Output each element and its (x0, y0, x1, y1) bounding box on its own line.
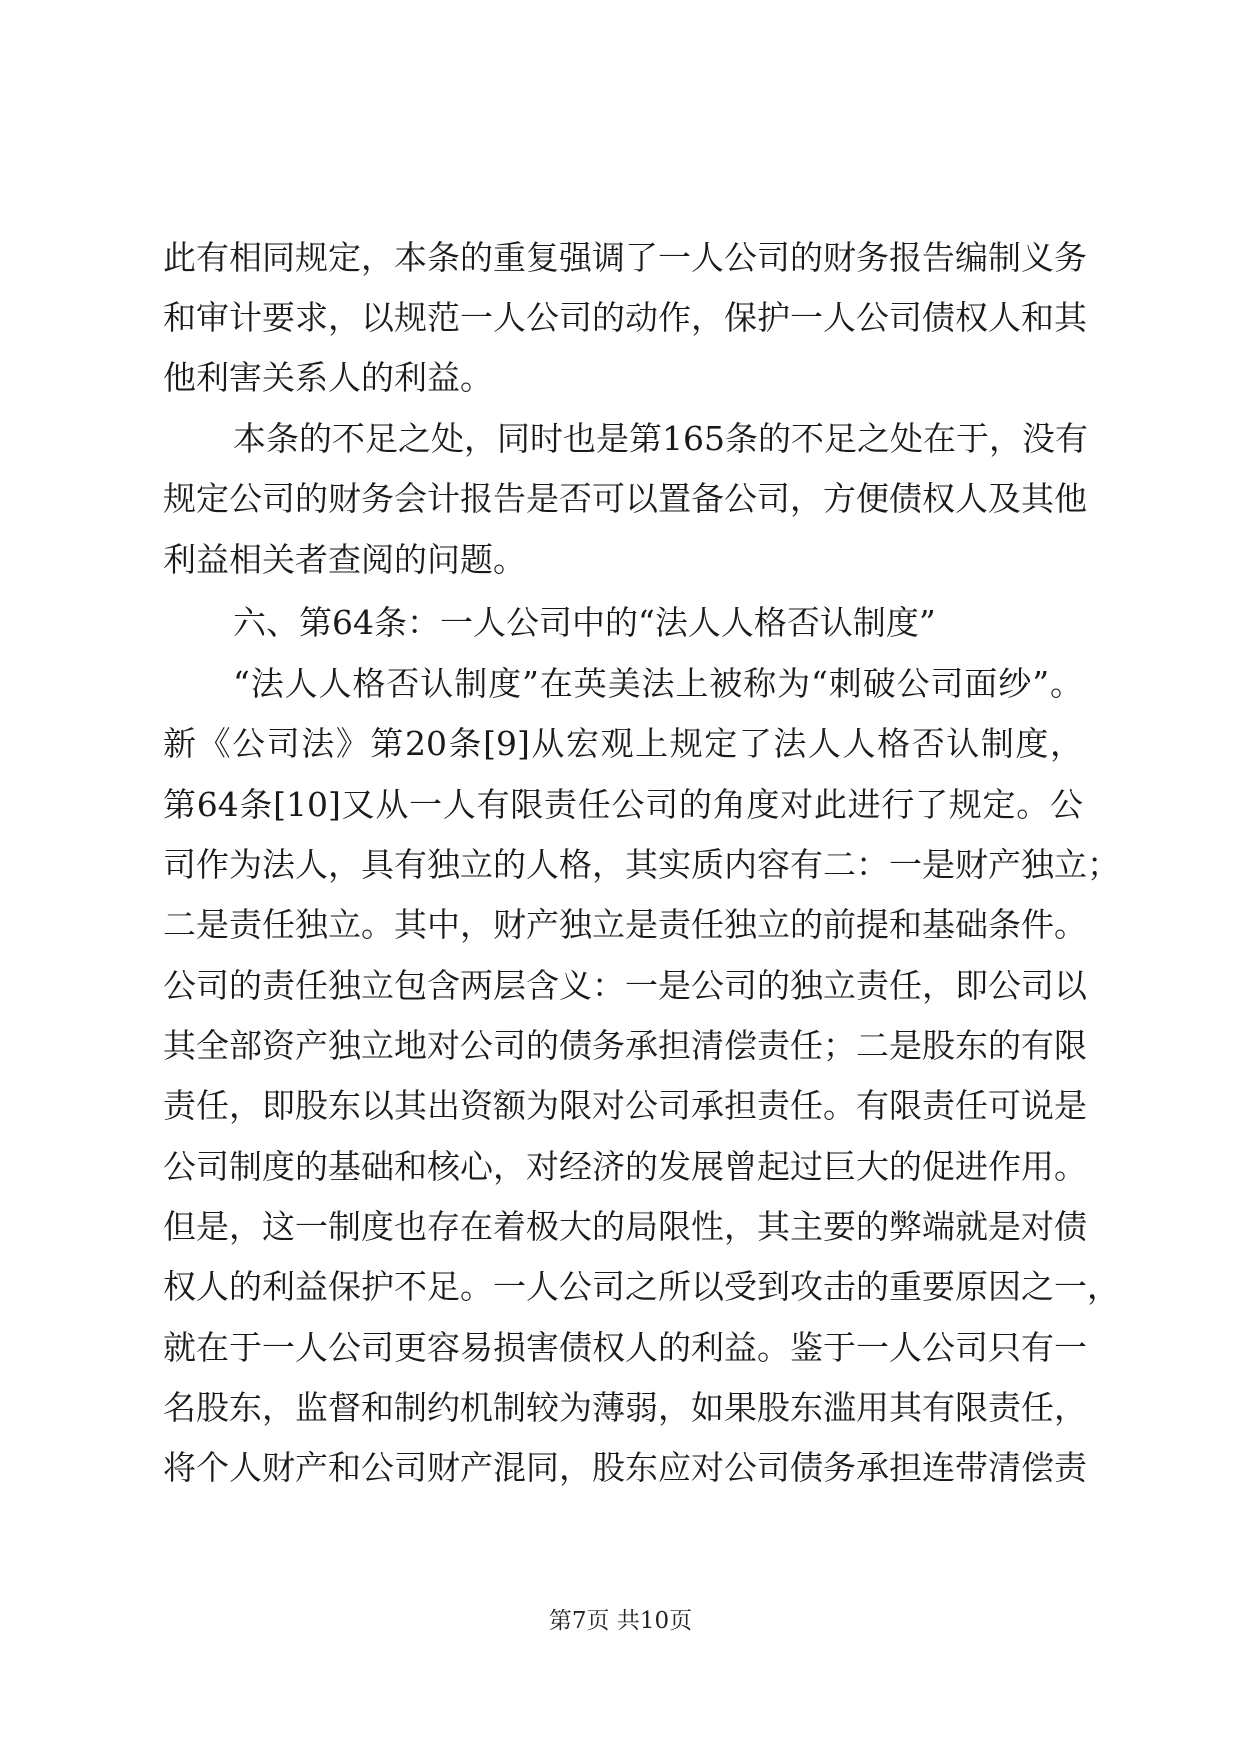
paragraph-first-line: “法人人格否认制度”在英美法上被称为“刺破公司面纱”。 (233, 664, 1083, 703)
body-text-line: 但是，这一制度也存在着极大的局限性，其主要的弊端就是对债 (163, 1207, 1087, 1246)
body-text-line: 公司的责任独立包含两层含义：一是公司的独立责任，即公司以 (163, 966, 1087, 1005)
paragraph-first-line: 本条的不足之处，同时也是第165条的不足之处在于，没有 (233, 419, 1088, 458)
body-text-line: 和审计要求，以规范一人公司的动作，保护一人公司债权人和其 (163, 298, 1087, 337)
body-text-line: 二是责任独立。其中，财产独立是责任独立的前提和基础条件。 (163, 905, 1087, 944)
body-text-line: 权人的利益保护不足。一人公司之所以受到攻击的重要原因之一， (163, 1267, 1120, 1306)
body-text-line: 其全部资产独立地对公司的债务承担清偿责任；二是股东的有限 (163, 1026, 1087, 1065)
page-number-footer: 第7页 共10页 (548, 1608, 693, 1634)
body-text-line: 公司制度的基础和核心，对经济的发展曾起过巨大的促进作用。 (163, 1147, 1087, 1186)
body-text-line: 第64条[10]又从一人有限责任公司的角度对此进行了规定。公 (163, 785, 1083, 824)
body-text-line: 新《公司法》第20条[9]从宏观上规定了法人人格否认制度， (163, 724, 1083, 763)
body-text-line: 规定公司的财务会计报告是否可以置备公司，方便债权人及其他 (163, 479, 1087, 518)
body-text-line: 此有相同规定，本条的重复强调了一人公司的财务报告编制义务 (163, 238, 1087, 277)
body-text-line: 司作为法人，具有独立的人格，其实质内容有二：一是财产独立； (163, 845, 1120, 884)
body-text-line: 名股东，监督和制约机制较为薄弱，如果股东滥用其有限责任， (163, 1388, 1087, 1427)
body-text-line: 责任，即股东以其出资额为限对公司承担责任。有限责任可说是 (163, 1086, 1087, 1125)
body-text-line: 就在于一人公司更容易损害债权人的利益。鉴于一人公司只有一 (163, 1328, 1087, 1367)
body-text-line: 他利害关系人的利益。 (163, 358, 493, 397)
section-heading: 六、第64条：一人公司中的“法人人格否认制度” (233, 603, 936, 642)
body-text-line: 将个人财产和公司财产混同，股东应对公司债务承担连带清偿责 (163, 1448, 1087, 1487)
body-text-line: 利益相关者查阅的问题。 (163, 540, 526, 579)
